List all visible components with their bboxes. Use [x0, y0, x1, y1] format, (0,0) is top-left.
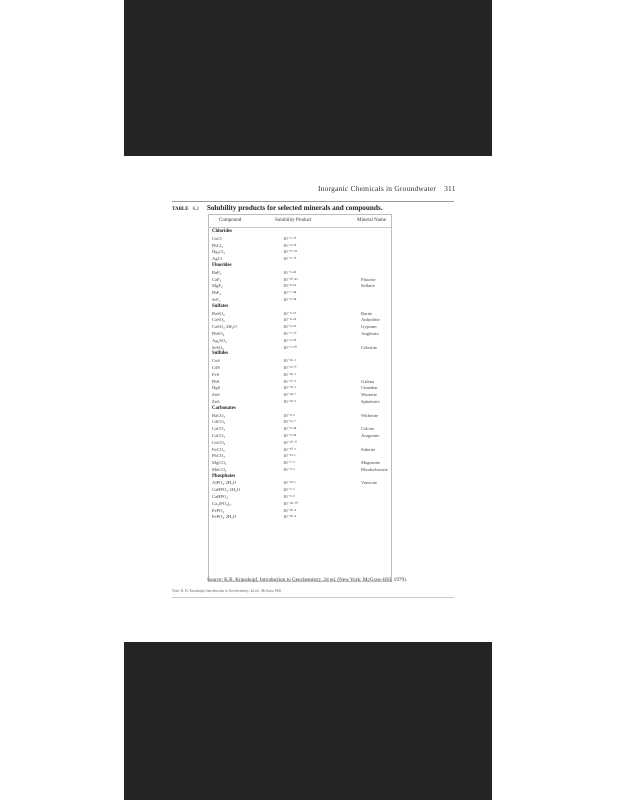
header-rule	[172, 201, 454, 202]
table-row	[209, 290, 391, 297]
compound-cell: FePO₄	[212, 507, 225, 513]
solubility-product-cell: 10⁻⁵·⁸²	[283, 269, 297, 275]
table-section-heading	[209, 304, 391, 311]
top-black-bar	[124, 0, 492, 156]
solubility-product-cell: 10⁻⁹·³	[283, 466, 295, 472]
table-section-heading	[209, 351, 391, 358]
running-head	[318, 184, 456, 193]
solubility-product-cell: 10⁻⁸·³⁴	[283, 432, 297, 438]
table-row	[209, 447, 391, 454]
solubility-product-cell: 10⁻⁷·⁴⁴	[283, 290, 297, 296]
table-section-heading	[209, 474, 391, 481]
compound-cell: AgCl	[212, 256, 222, 262]
table-row	[209, 345, 391, 352]
table-row	[209, 453, 391, 460]
solubility-product-cell: 10⁻³⁶·¹	[283, 358, 296, 364]
table-row	[209, 426, 391, 433]
footer-rule	[172, 597, 454, 598]
solubility-product-cell: 10⁻¹³·¹	[283, 453, 296, 459]
compound-cell: Chlorides	[212, 229, 232, 234]
table-section-heading	[209, 406, 391, 413]
table-row	[209, 385, 391, 392]
compound-cell: CaCO₃	[212, 426, 226, 432]
solubility-product-cell: 10⁻⁴·⁶²	[283, 317, 297, 323]
compound-cell: FeS	[212, 371, 220, 377]
compound-cell: Ag₂SO₄	[212, 337, 227, 343]
table-row	[209, 487, 391, 494]
solubility-product-cell: 10⁻⁹·⁹⁷	[283, 310, 297, 316]
mineral-name-cell: Calcite	[361, 426, 375, 432]
solubility-product-cell: 10⁻⁸·⁴⁸	[283, 426, 297, 432]
table-label: TABLE	[172, 207, 189, 212]
solubility-product-cell: 10⁻¹⁷·⁹¹	[283, 249, 298, 255]
solubility-product-cell: 10⁻¹⁰·⁴¹	[283, 276, 298, 282]
mineral-name-cell: Variscite	[361, 480, 378, 486]
solubility-product-cell: 10⁻¹⁸·¹	[283, 371, 296, 377]
compound-cell: BaSO₄	[212, 310, 225, 316]
table-row	[209, 508, 391, 515]
solubility-product-cell: 10⁻⁵³·³	[283, 385, 296, 391]
compound-cell: HgS	[212, 385, 221, 391]
compound-cell: CuS	[212, 358, 220, 364]
table-source: Source: K.B. Krauskopf, Introduction to Geochemistry, 2d ed. (New York: McGraw-Hill, 1979).	[207, 577, 408, 583]
table-row	[209, 433, 391, 440]
compound-cell: AlPO₄·2H₂O	[212, 480, 237, 486]
solubility-product-cell: 10⁻²⁸·⁷⁰	[283, 500, 298, 506]
solubility-product-cell: 10⁻⁷·⁵	[283, 460, 295, 466]
mineral-name-cell: Gypsum	[361, 324, 377, 330]
table-row	[209, 311, 391, 318]
solubility-product-cell: 10⁻²⁶·⁴	[283, 507, 297, 513]
mineral-name-cell: Aragonite	[361, 432, 380, 438]
compound-cell: CdS	[212, 364, 220, 370]
table-row	[209, 480, 391, 487]
bottom-black-bar	[124, 642, 492, 800]
solubility-product-cell: 10⁻¹⁰·⁰	[283, 439, 297, 445]
table-row	[209, 324, 391, 331]
compound-cell: Phosphates	[212, 473, 236, 479]
compound-cell: CoCO₃	[212, 439, 226, 445]
solubility-product-cell: 10⁻²⁴·⁷	[283, 392, 297, 398]
table-body	[209, 229, 391, 521]
mineral-name-cell: Siderite	[361, 446, 376, 452]
compound-cell: FePO₄·2H₂O	[212, 514, 237, 520]
mineral-name-cell: Wurtzite	[361, 392, 377, 398]
compound-cell: CuCl	[212, 235, 222, 241]
solubility-product-cell: 10⁻⁸·¹⁸	[283, 283, 297, 289]
solubility-product-cell: 10⁻⁶·⁷³	[283, 235, 297, 241]
table-caption	[172, 204, 383, 212]
compound-cell: CaHPO₄	[212, 494, 228, 500]
compound-cell: FeCO₃	[212, 446, 225, 452]
table-number: 6.2	[192, 207, 199, 212]
solubility-product-cell: 10⁻⁷·⁷⁹	[283, 330, 297, 336]
table-row	[209, 494, 391, 501]
solubility-product-cell: 10⁻¹⁰·⁷	[283, 446, 297, 452]
table-row	[209, 236, 391, 243]
table-row	[209, 277, 391, 284]
compound-cell: BaF₂	[212, 269, 222, 275]
table-row	[209, 249, 391, 256]
table-row	[209, 379, 391, 386]
mineral-name-cell: Witherite	[361, 412, 379, 418]
solubility-product-cell: 10⁻⁶·⁵⁰	[283, 344, 297, 350]
solubility-product-cell: 10⁻¹³·⁷	[283, 419, 296, 425]
compound-cell: CaHPO₄·2H₂O	[212, 487, 240, 493]
mineral-name-cell: Galena	[361, 378, 375, 384]
compound-cell: CaF₂	[212, 276, 222, 282]
compound-cell: PbF₂	[212, 290, 222, 296]
compound-cell: CaSO₄·2H₂O	[212, 324, 237, 330]
compound-cell: Hg₂Cl₂	[212, 249, 226, 255]
compound-cell: BaCO₃	[212, 412, 226, 418]
compound-cell: Sulfides	[212, 351, 229, 357]
table-row	[209, 399, 391, 406]
header-compound: Compound	[219, 218, 242, 223]
compound-cell: PbS	[212, 378, 220, 384]
compound-cell: ZnS	[212, 392, 220, 398]
table-section-heading	[209, 263, 391, 270]
solubility-product-cell: 10⁻²²·⁵	[283, 398, 296, 404]
compound-cell: CdCO₃	[212, 419, 226, 425]
table-row	[209, 501, 391, 508]
compound-cell: Carbonates	[212, 405, 236, 411]
page-number: 311	[444, 184, 456, 193]
compound-cell: MgCO₃	[212, 460, 227, 466]
solubility-product-cell: 10⁻⁴·⁶²	[283, 324, 297, 330]
mineral-name-cell: Rhodochrosite	[361, 466, 388, 472]
compound-cell: Ca₃(PO₄)₂	[212, 500, 231, 506]
table-row	[209, 270, 391, 277]
compound-cell: SrF₂	[212, 296, 221, 302]
solubility-product-cell: 10⁻⁸·⁵⁴	[283, 296, 297, 302]
footnote: Note: K. B. Krauskopf, Introduction to Geochemistry, 2d ed., McGraw-Hill.	[172, 589, 282, 593]
solubility-product-cell: 10⁻⁸·³	[283, 412, 295, 418]
solubility-product-cell: 10⁻⁴·⁹²	[283, 337, 297, 343]
mineral-name-cell: Cinnabar	[361, 385, 378, 391]
compound-cell: CaSO₄	[212, 317, 225, 323]
table-row	[209, 514, 391, 521]
compound-cell: MnCO₃	[212, 466, 227, 472]
mineral-name-cell: Anglesite	[361, 330, 379, 336]
table-row	[209, 358, 391, 365]
header-mineral-name: Mineral Name	[357, 218, 387, 223]
solubility-table	[208, 214, 392, 582]
solubility-product-cell: 10⁻²⁶·⁴	[283, 514, 297, 520]
solubility-product-cell: 10⁻⁴·⁷⁸	[283, 242, 297, 248]
compound-cell: PbCO₃	[212, 453, 225, 459]
table-row	[209, 331, 391, 338]
table-row	[209, 283, 391, 290]
table-section-heading	[209, 229, 391, 236]
compound-cell: PbCl₂	[212, 242, 223, 248]
table-row	[209, 467, 391, 474]
compound-cell: Sulfates	[212, 303, 229, 309]
table-row	[209, 413, 391, 420]
table-row	[209, 297, 391, 304]
compound-cell: PbSO₄	[212, 330, 225, 336]
solubility-product-cell: 10⁻⁹·⁷⁵	[283, 256, 297, 262]
table-row	[209, 338, 391, 345]
mineral-name-cell: Sphalerite	[361, 398, 380, 404]
solubility-product-cell: 10⁻²²·¹	[283, 480, 296, 486]
table-row	[209, 317, 391, 324]
compound-cell: CaCO₃	[212, 432, 226, 438]
compound-cell: SrSO₄	[212, 344, 224, 350]
header-solubility-product: Solubility Product	[275, 218, 312, 223]
mineral-name-cell: Sellaite	[361, 283, 375, 289]
mineral-name-cell: Barite	[361, 310, 373, 316]
solubility-product-cell: 10⁻⁶·⁶	[283, 487, 295, 493]
table-row	[209, 460, 391, 467]
table-header	[209, 215, 391, 228]
compound-cell: Fluorides	[212, 262, 232, 268]
table-title: Solubility products for selected minerals and compounds.	[206, 204, 383, 212]
table-row	[209, 392, 391, 399]
table-row	[209, 440, 391, 447]
running-head-title: Inorganic Chemicals in Groundwater	[318, 184, 437, 193]
mineral-name-cell: Anhydrite	[361, 317, 380, 323]
table-row	[209, 419, 391, 426]
compound-cell: ZnS	[212, 398, 220, 404]
table-row	[209, 243, 391, 250]
table-row	[209, 372, 391, 379]
table-row	[209, 365, 391, 372]
solubility-product-cell: 10⁻²⁷·⁵	[283, 378, 297, 384]
solubility-product-cell: 10⁻²⁷·⁰	[283, 364, 297, 370]
mineral-name-cell: Fluorite	[361, 276, 376, 282]
table-row	[209, 256, 391, 263]
mineral-name-cell: Celestite	[361, 344, 378, 350]
mineral-name-cell: Magnesite	[361, 460, 381, 466]
solubility-product-cell: 10⁻⁶·⁹	[283, 494, 295, 500]
compound-cell: MgF₂	[212, 283, 223, 289]
